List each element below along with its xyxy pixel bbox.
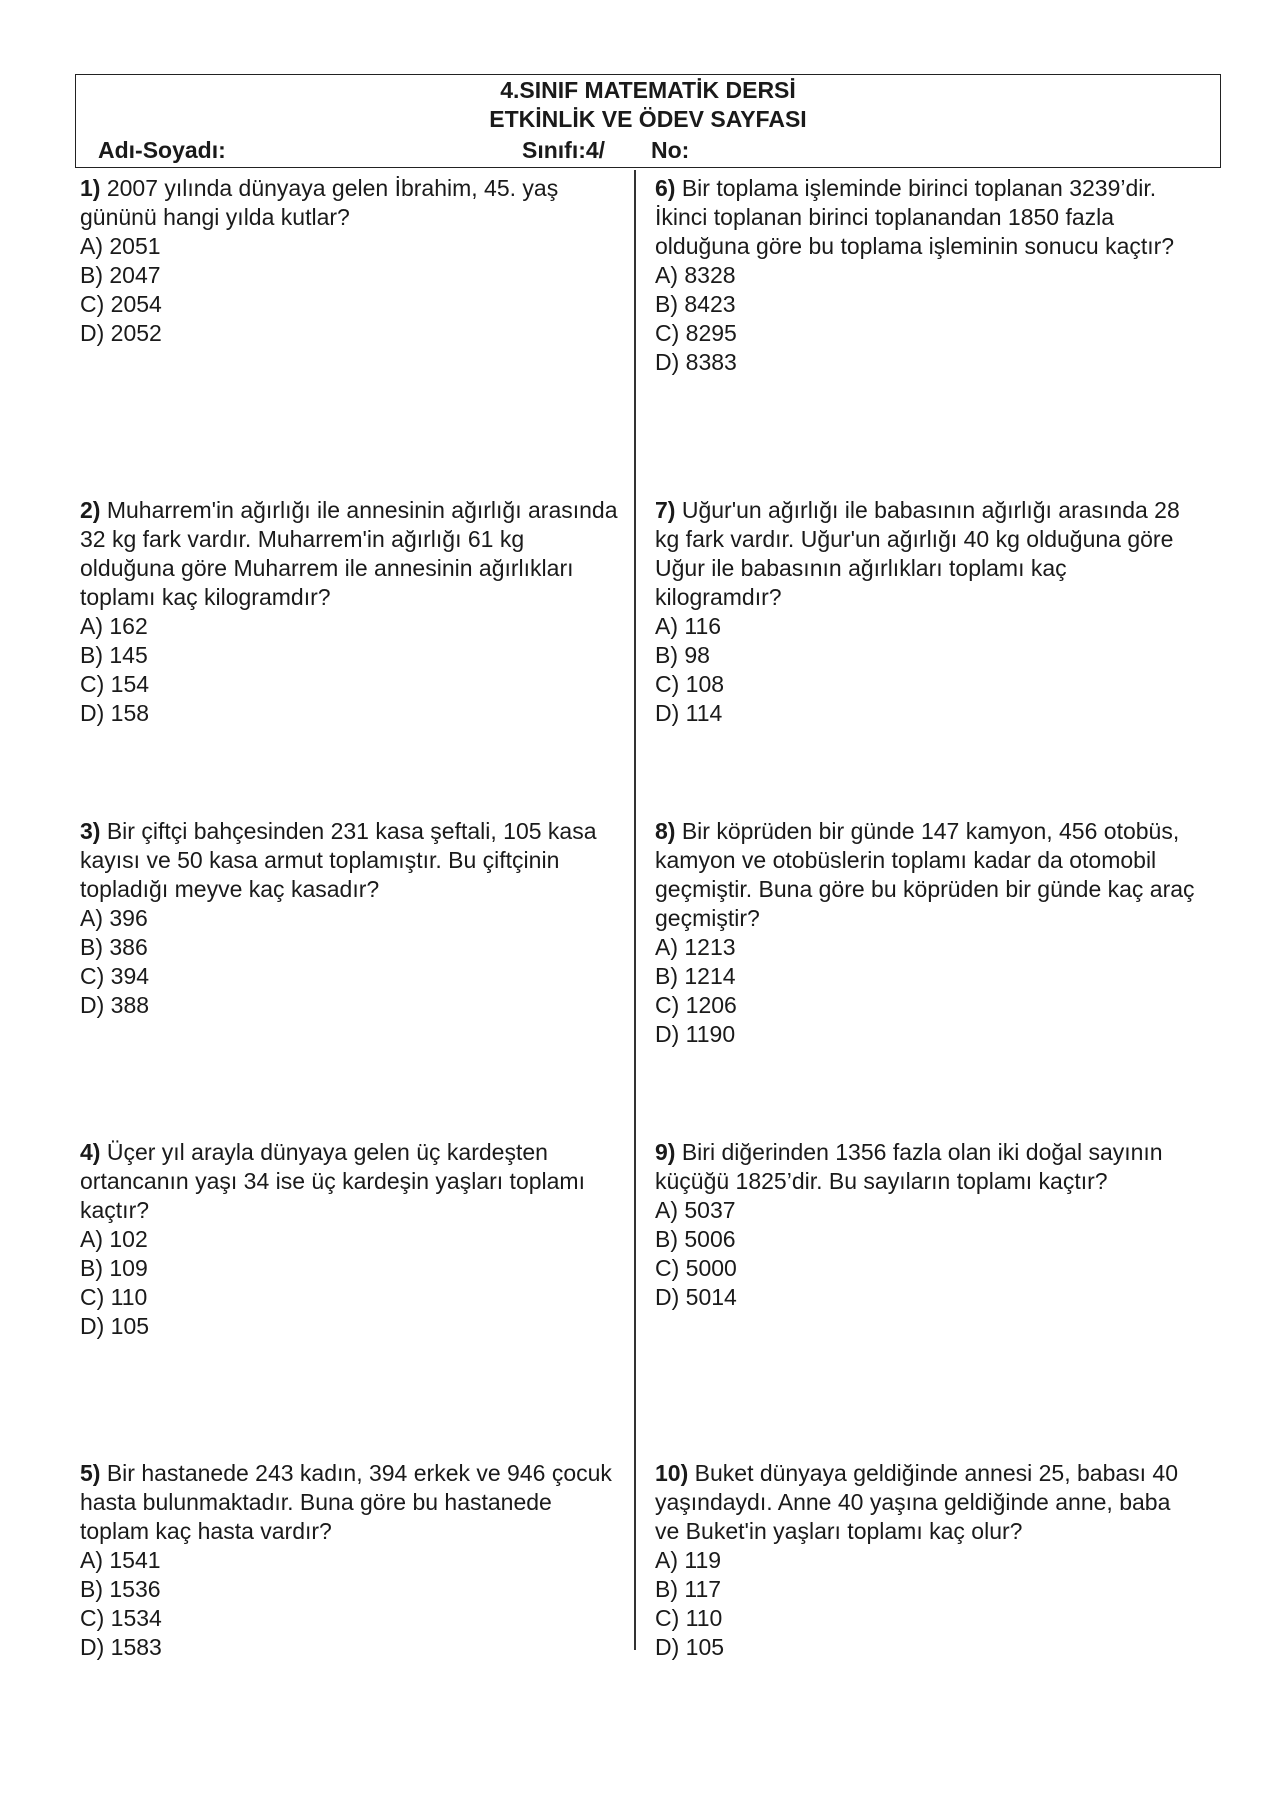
question-number: 1) xyxy=(80,175,101,201)
question-3 xyxy=(80,817,620,1020)
option-b: B) 2047 xyxy=(80,262,161,288)
question-number: 4) xyxy=(80,1139,101,1165)
option-a: A) 8328 xyxy=(655,262,736,288)
worksheet-header xyxy=(75,74,1221,168)
option-b: B) 145 xyxy=(80,642,148,668)
option-d: D) 114 xyxy=(655,700,723,726)
option-d: D) 2052 xyxy=(80,320,162,346)
question-10 xyxy=(655,1459,1195,1662)
option-b: B) 109 xyxy=(80,1255,148,1281)
worksheet-title: 4.SINIF MATEMATİK DERSİ xyxy=(500,77,796,103)
student-name-label: Adı-Soyadı: xyxy=(98,137,226,163)
question-text: Bir köprüden bir günde 147 kamyon, 456 otobüs, kamyon ve otobüslerin toplamı kadar da otomobil geçmiştir. Buna göre bu köprüden bir günde kaç araç geçmiştir? xyxy=(655,818,1195,931)
question-9 xyxy=(655,1138,1195,1312)
option-b: B) 1536 xyxy=(80,1576,161,1602)
question-text: 2007 yılında dünyaya gelen İbrahim, 45. yaş gününü hangi yılda kutlar? xyxy=(80,175,559,230)
option-b: B) 8423 xyxy=(655,291,736,317)
question-text: Bir toplama işleminde birinci toplanan 3239’dir. İkinci toplanan birinci toplanandan 1850 fazla olduğuna göre bu toplama işleminin sonucu kaçtır? xyxy=(655,175,1175,259)
option-c: C) 1534 xyxy=(80,1605,162,1631)
student-number-label: No: xyxy=(651,137,690,163)
question-6 xyxy=(655,174,1195,377)
question-number: 7) xyxy=(655,497,676,523)
option-a: A) 1541 xyxy=(80,1547,161,1573)
option-a: A) 102 xyxy=(80,1226,148,1252)
option-b: B) 117 xyxy=(655,1576,722,1602)
question-number: 5) xyxy=(80,1460,101,1486)
option-c: C) 2054 xyxy=(80,291,162,317)
option-b: B) 386 xyxy=(80,934,148,960)
question-number: 8) xyxy=(655,818,676,844)
question-text: Buket dünyaya geldiğinde annesi 25, babası 40 yaşındaydı. Anne 40 yaşına geldiğinde anne, baba ve Buket'in yaşları toplamı kaç olur? xyxy=(655,1460,1179,1544)
worksheet-subtitle: ETKİNLİK VE ÖDEV SAYFASI xyxy=(489,106,807,132)
option-b: B) 98 xyxy=(655,642,710,668)
question-number: 9) xyxy=(655,1139,676,1165)
question-text: Uğur'un ağırlığı ile babasının ağırlığı arasında 28 kg fark vardır. Uğur'un ağırlığı 40 kg olduğuna göre Uğur ile babasının ağırlıkları toplamı kaç kilogramdır? xyxy=(655,497,1180,610)
option-c: C) 154 xyxy=(80,671,150,697)
option-c: C) 110 xyxy=(80,1284,148,1310)
option-d: D) 5014 xyxy=(655,1284,737,1310)
option-d: D) 105 xyxy=(655,1634,725,1660)
question-7 xyxy=(655,496,1195,728)
question-8 xyxy=(655,817,1195,1049)
question-text: Üçer yıl arayla dünyaya gelen üç kardeşten ortancanın yaşı 34 ise üç kardeşin yaşları toplamı kaçtır? xyxy=(80,1139,585,1223)
option-a: A) 119 xyxy=(655,1547,722,1573)
option-c: C) 110 xyxy=(655,1605,723,1631)
option-c: C) 5000 xyxy=(655,1255,737,1281)
question-text: Muharrem'in ağırlığı ile annesinin ağırlığı arasında 32 kg fark vardır. Muharrem'in ağırlığı 61 kg olduğuna göre Muharrem ile annesinin ağırlıkları toplamı kaç kilogramdır? xyxy=(80,497,618,610)
option-d: D) 158 xyxy=(80,700,150,726)
option-a: A) 116 xyxy=(655,613,722,639)
question-number: 2) xyxy=(80,497,101,523)
option-d: D) 105 xyxy=(80,1313,150,1339)
question-1 xyxy=(80,174,620,348)
option-a: A) 396 xyxy=(80,905,148,931)
option-d: D) 388 xyxy=(80,992,150,1018)
option-d: D) 1190 xyxy=(655,1021,736,1047)
question-text: Bir hastanede 243 kadın, 394 erkek ve 946 çocuk hasta bulunmaktadır. Buna göre bu hastanede toplam kaç hasta vardır? xyxy=(80,1460,612,1544)
option-b: B) 1214 xyxy=(655,963,736,989)
option-d: D) 8383 xyxy=(655,349,737,375)
option-a: A) 1213 xyxy=(655,934,736,960)
question-text: Biri diğerinden 1356 fazla olan iki doğal sayının küçüğü 1825’dir. Bu sayıların toplamı kaçtır? xyxy=(655,1139,1163,1194)
option-d: D) 1583 xyxy=(80,1634,162,1660)
question-text: Bir çiftçi bahçesinden 231 kasa şeftali, 105 kasa kayısı ve 50 kasa armut toplamıştır. Bu çiftçinin topladığı meyve kaç kasadır? xyxy=(80,818,597,902)
option-c: C) 8295 xyxy=(655,320,737,346)
question-2 xyxy=(80,496,620,728)
question-number: 3) xyxy=(80,818,101,844)
option-a: A) 2051 xyxy=(80,233,161,259)
question-5 xyxy=(80,1459,620,1662)
option-c: C) 108 xyxy=(655,671,725,697)
option-c: C) 1206 xyxy=(655,992,737,1018)
option-a: A) 162 xyxy=(80,613,148,639)
student-class-label: Sınıfı:4/ xyxy=(522,137,606,163)
question-4 xyxy=(80,1138,620,1341)
question-number: 6) xyxy=(655,175,676,201)
option-a: A) 5037 xyxy=(655,1197,736,1223)
question-number: 10) xyxy=(655,1460,689,1486)
option-b: B) 5006 xyxy=(655,1226,736,1252)
option-c: C) 394 xyxy=(80,963,150,989)
column-divider xyxy=(634,170,636,1650)
